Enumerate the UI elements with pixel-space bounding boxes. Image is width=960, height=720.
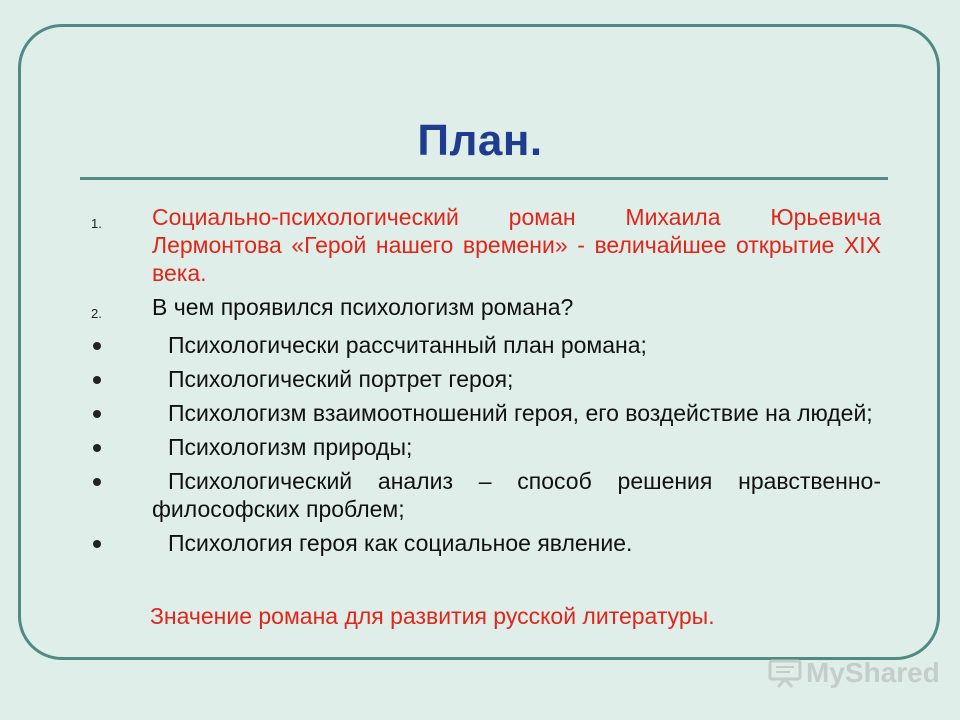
presentation-board-icon — [768, 658, 802, 688]
bullet-item-3 — [88, 399, 881, 427]
bullet-text: Психологизм взаимоотношений героя, его воздействие на людей; — [168, 400, 873, 426]
item-number: 1. — [91, 216, 102, 231]
title-divider — [80, 177, 888, 180]
bullet-dot-icon — [93, 540, 101, 548]
bullet-dot-icon — [93, 342, 101, 350]
watermark-logo — [768, 657, 940, 689]
bullet-item-2 — [88, 365, 881, 393]
item-text: Социально-психологический роман Михаила Юрьевича Лермонтова «Герой нашего времени» - величайшее открытие XIX века. — [152, 204, 881, 286]
bullet-text: Психологически рассчитанный план романа; — [168, 332, 647, 358]
slide-content — [88, 203, 881, 563]
item-number: 2. — [91, 306, 102, 321]
conclusion-line: Значение романа для развития русской литературы. — [150, 603, 715, 629]
item-text: В чем проявился психологизм романа? — [152, 294, 574, 320]
bullet-item-1 — [88, 331, 881, 359]
numbered-item-1 — [88, 203, 881, 287]
watermark-text: MyShared — [806, 657, 940, 688]
bullet-dot-icon — [93, 444, 101, 452]
bullet-text: Психологический анализ – способ решения нравственно-философских проблем; — [152, 468, 881, 522]
bullet-dot-icon — [93, 410, 101, 418]
bullet-dot-icon — [93, 376, 101, 384]
bullet-text: Психология героя как социальное явление. — [168, 530, 633, 556]
bullet-dot-icon — [93, 478, 101, 486]
bullet-item-4 — [88, 433, 881, 461]
bullet-text: Психологизм природы; — [168, 434, 413, 460]
bullet-item-6 — [88, 529, 881, 557]
bullet-text: Психологический портрет героя; — [168, 366, 514, 392]
slide-title: План. — [417, 116, 543, 165]
bullet-item-5 — [88, 467, 881, 523]
numbered-item-2 — [88, 293, 881, 321]
